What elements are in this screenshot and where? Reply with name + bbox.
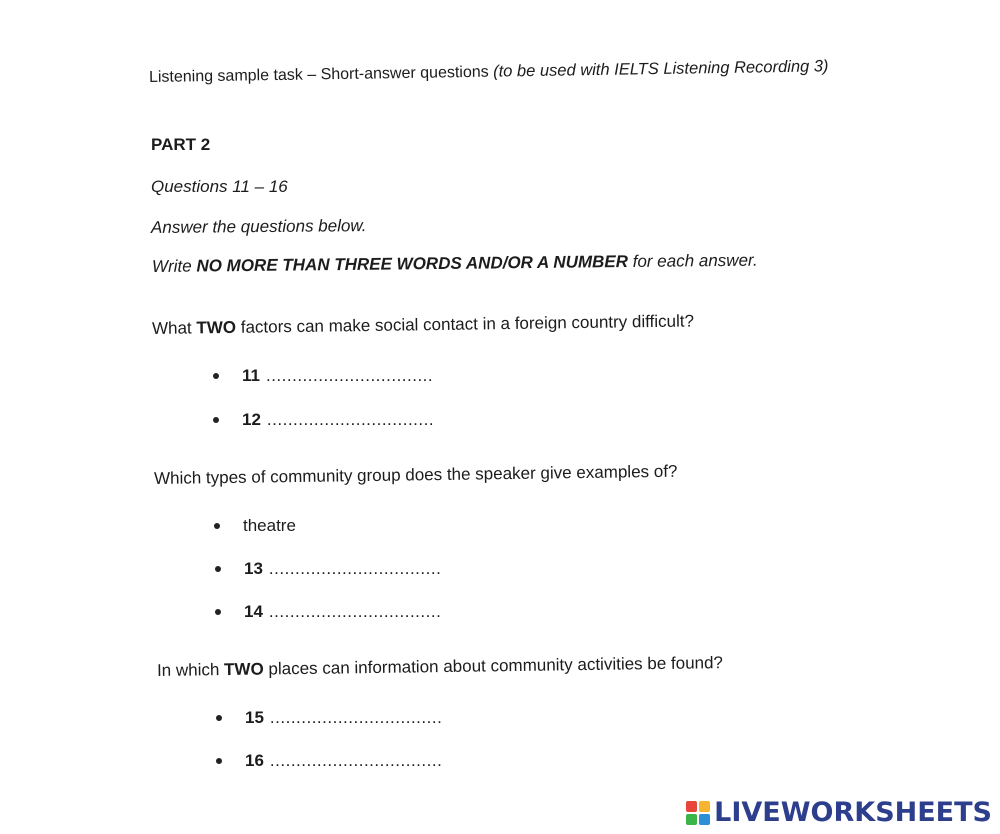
part-heading: PART 2 bbox=[151, 135, 211, 154]
question-2-text: Which types of community group does the speaker give examples of? bbox=[153, 461, 678, 488]
answer-item-14[interactable] bbox=[215, 602, 441, 622]
bullet-icon bbox=[215, 609, 221, 615]
bullet-icon bbox=[216, 758, 222, 764]
answer-number: 11 bbox=[242, 366, 260, 385]
answer-item-16[interactable] bbox=[216, 751, 442, 771]
instruction-word-limit: Write NO MORE THAN THREE WORDS AND/OR A NUMBER for each answer. bbox=[151, 250, 758, 276]
question-1-text: What TWO factors can make social contact in a foreign country difficult? bbox=[151, 311, 695, 338]
answer-blank[interactable]: ................................. bbox=[268, 559, 442, 578]
answer-blank[interactable]: ................................. bbox=[269, 751, 443, 770]
question-range: Questions 11 – 16 bbox=[151, 177, 288, 196]
answer-blank[interactable]: ................................ bbox=[265, 366, 434, 385]
logo-tiles-icon bbox=[686, 801, 710, 825]
logo-tile bbox=[699, 814, 710, 825]
bullet-icon bbox=[214, 523, 220, 529]
liveworksheets-logo bbox=[686, 797, 992, 828]
answer-blank[interactable]: ................................ bbox=[266, 410, 435, 429]
logo-text: LIVEWORKSHEETS bbox=[714, 797, 992, 828]
answer-item-11[interactable] bbox=[213, 366, 433, 386]
logo-tile bbox=[686, 814, 697, 825]
example-item-theatre bbox=[214, 516, 296, 536]
bullet-icon bbox=[216, 715, 222, 721]
bullet-icon bbox=[213, 417, 219, 423]
header-title: Listening sample task – Short-answer questions bbox=[148, 63, 494, 86]
bullet-icon bbox=[215, 566, 221, 572]
answer-number: 15 bbox=[245, 708, 264, 727]
example-text: theatre bbox=[243, 516, 296, 535]
answer-number: 16 bbox=[245, 751, 264, 770]
header-note: (to be used with IELTS Listening Recording 3) bbox=[492, 57, 829, 81]
answer-number: 13 bbox=[244, 559, 263, 578]
answer-number: 14 bbox=[244, 602, 263, 621]
answer-blank[interactable]: ................................. bbox=[269, 708, 443, 727]
task-header bbox=[149, 57, 829, 87]
instruction-answer: Answer the questions below. bbox=[150, 216, 367, 237]
question-3-text: In which TWO places can information about community activities be found? bbox=[156, 653, 724, 680]
answer-blank[interactable]: ................................. bbox=[268, 602, 442, 621]
answer-number: 12 bbox=[242, 410, 261, 429]
logo-tile bbox=[699, 801, 710, 812]
answer-item-13[interactable] bbox=[215, 559, 441, 579]
answer-item-12[interactable] bbox=[213, 410, 434, 430]
answer-item-15[interactable] bbox=[216, 708, 442, 728]
bullet-icon bbox=[213, 373, 219, 379]
logo-tile bbox=[686, 801, 697, 812]
